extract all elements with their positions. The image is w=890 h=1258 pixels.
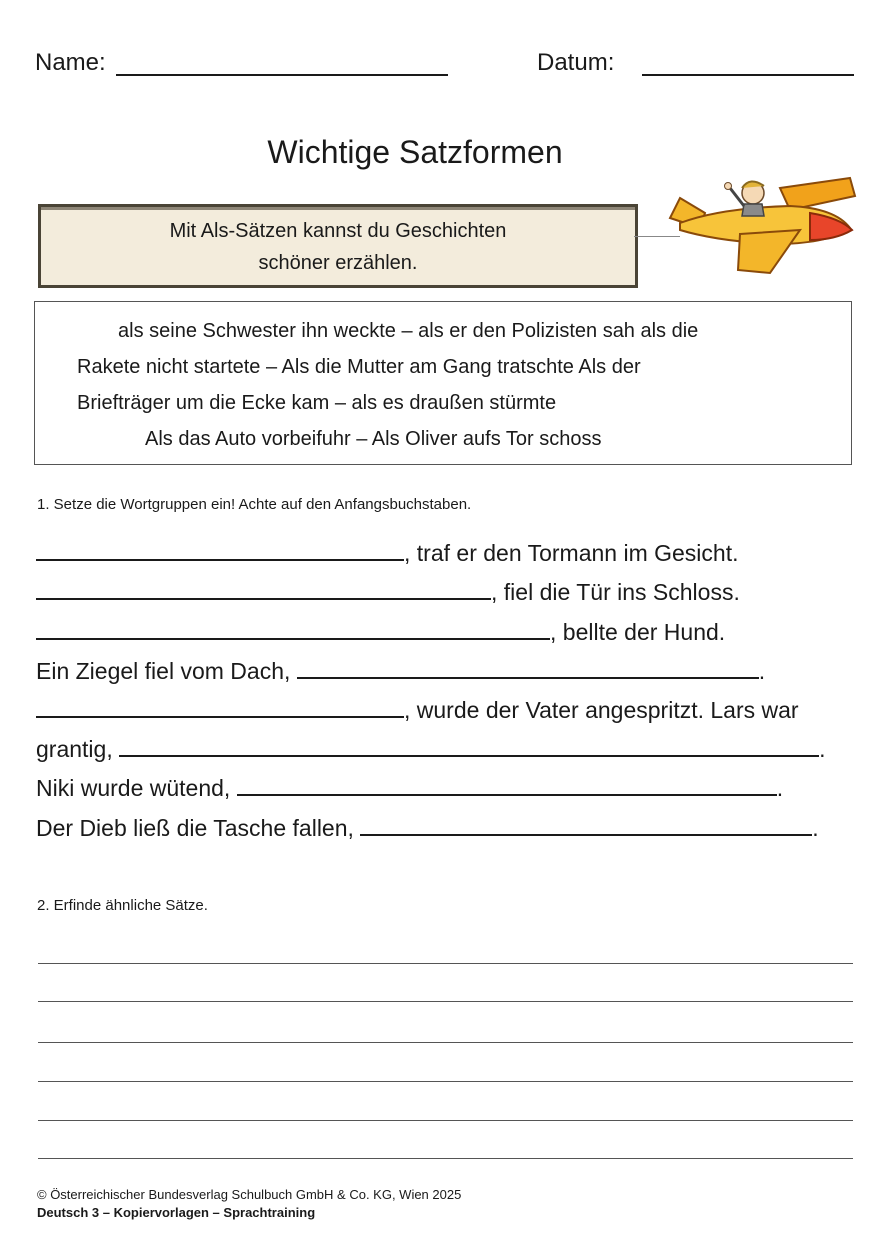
writing-line[interactable]	[38, 1001, 853, 1002]
page-title: Wichtige Satzformen	[267, 134, 563, 170]
sentence-text: .	[776, 775, 784, 801]
writing-line[interactable]	[38, 1081, 853, 1082]
banner-line-1: Mit Als-Sätzen kannst du Geschichten	[169, 220, 507, 242]
sentence-text: Ein Ziegel fiel vom Dach,	[36, 658, 291, 684]
word-group-box	[34, 301, 852, 465]
fill-in-blank[interactable]	[36, 580, 491, 600]
copyright-notice: © Österreichischer Bundesverlag Schulbuch GmbH & Co. KG, Wien 2025	[37, 1187, 462, 1202]
word-group-line: Briefträger um die Ecke kam – als es draußen stürmte	[77, 392, 557, 414]
writing-line[interactable]	[38, 963, 853, 964]
series-title: Deutsch 3 – Kopiervorlagen – Sprachtraining	[37, 1205, 316, 1220]
sentence-row	[36, 775, 783, 802]
sentence-text: , traf er den Tormann im Gesicht.	[404, 540, 739, 566]
fill-in-blank[interactable]	[237, 776, 777, 796]
sentence-row	[36, 736, 826, 763]
fill-in-blank[interactable]	[297, 659, 759, 679]
fill-in-blank[interactable]	[360, 816, 812, 836]
fill-in-blank[interactable]	[119, 737, 819, 757]
airplane-with-child-icon	[660, 168, 860, 278]
sentence-text: .	[758, 658, 766, 684]
sentence-row	[36, 815, 819, 842]
task-2-instruction: 2. Erfinde ähnliche Sätze.	[37, 897, 208, 914]
sentence-text: Der Dieb ließ die Tasche fallen,	[36, 815, 354, 841]
date-label: Datum:	[537, 49, 615, 76]
word-group-line: Rakete nicht startete – Als die Mutter am Gang tratschte Als der	[77, 356, 641, 378]
sentence-row	[36, 619, 725, 646]
sentence-text: , fiel die Tür ins Schloss.	[491, 579, 740, 605]
name-label: Name:	[35, 49, 106, 76]
sentence-text: Niki wurde wütend,	[36, 775, 231, 801]
writing-line[interactable]	[38, 1042, 853, 1043]
word-group-line: als seine Schwester ihn weckte – als er den Polizisten sah als die	[118, 320, 699, 342]
sentence-text: , bellte der Hund.	[550, 619, 726, 645]
task-1-instruction: 1. Setze die Wortgruppen ein! Achte auf den Anfangsbuchstaben.	[37, 496, 472, 513]
fill-in-blank[interactable]	[36, 541, 404, 561]
fill-in-blank[interactable]	[36, 698, 404, 718]
sentence-text: .	[819, 736, 826, 762]
writing-line[interactable]	[38, 1120, 853, 1121]
sentence-row	[36, 540, 739, 567]
date-field[interactable]	[642, 74, 854, 76]
sentence-row	[36, 579, 740, 606]
sentence-text: .	[812, 815, 819, 841]
sentence-text: , wurde der Vater angespritzt. Lars war	[404, 697, 799, 723]
name-field[interactable]	[116, 74, 448, 76]
sentence-row	[36, 697, 799, 724]
sentence-row	[36, 658, 765, 685]
fill-in-blank[interactable]	[36, 620, 550, 640]
writing-line[interactable]	[38, 1158, 853, 1159]
banner-line-2: schöner erzählen.	[258, 252, 418, 274]
sentence-text: grantig,	[36, 736, 113, 762]
info-banner	[38, 204, 638, 288]
word-group-line: Als das Auto vorbeifuhr – Als Oliver aufs Tor schoss	[145, 428, 602, 450]
